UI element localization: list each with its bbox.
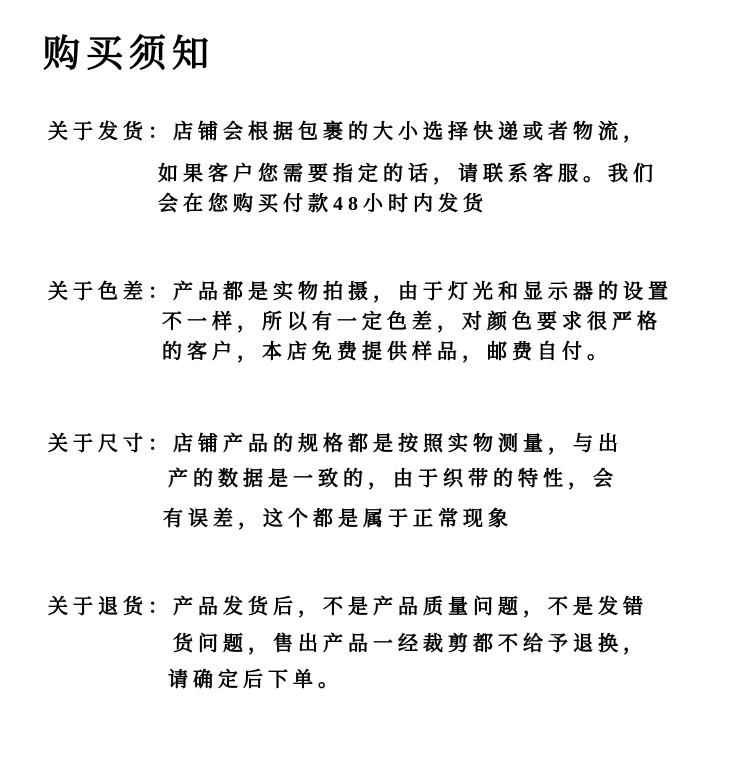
size-section-label: 关于尺寸： — [48, 433, 173, 455]
size-section-line-1 — [48, 434, 623, 454]
shipping-text-1: 店铺会根据包裹的大小选择快递或者物流， — [173, 121, 648, 143]
size-text-2: 产的数据是一致的，由于织带的特性，会 — [168, 468, 618, 490]
page-title: 购买须知 — [43, 34, 215, 75]
returns-section-label: 关于退货： — [48, 596, 173, 618]
color-difference-text-1: 产品都是实物拍摄，由于灯光和显示器的设置 — [173, 281, 673, 303]
color-difference-section-line-1 — [48, 282, 673, 302]
returns-text-2: 货问题，售出产品一经裁剪都不给予退换， — [173, 633, 648, 655]
color-difference-section-label: 关于色差： — [48, 281, 173, 303]
size-text-3: 有误差，这个都是属于正常现象 — [163, 508, 513, 530]
color-difference-text-3: 的客户，本店免费提供样品，邮费自付。 — [162, 341, 612, 363]
shipping-section-line-1 — [48, 122, 648, 142]
shipping-text-2: 如果客户您需要指定的话，请联系客服。我们 — [158, 163, 658, 185]
shipping-text-3: 会在您购买付款48小时内发货 — [158, 193, 488, 215]
returns-section-line-1 — [48, 597, 648, 617]
shipping-section-label: 关于发货： — [48, 121, 173, 143]
size-text-1: 店铺产品的规格都是按照实物测量，与出 — [173, 433, 623, 455]
color-difference-text-2: 不一样，所以有一定色差，对颜色要求很严格 — [162, 311, 662, 333]
returns-text-3: 请确定后下单。 — [168, 669, 343, 691]
returns-text-1: 产品发货后，不是产品质量问题，不是发错 — [173, 596, 648, 618]
